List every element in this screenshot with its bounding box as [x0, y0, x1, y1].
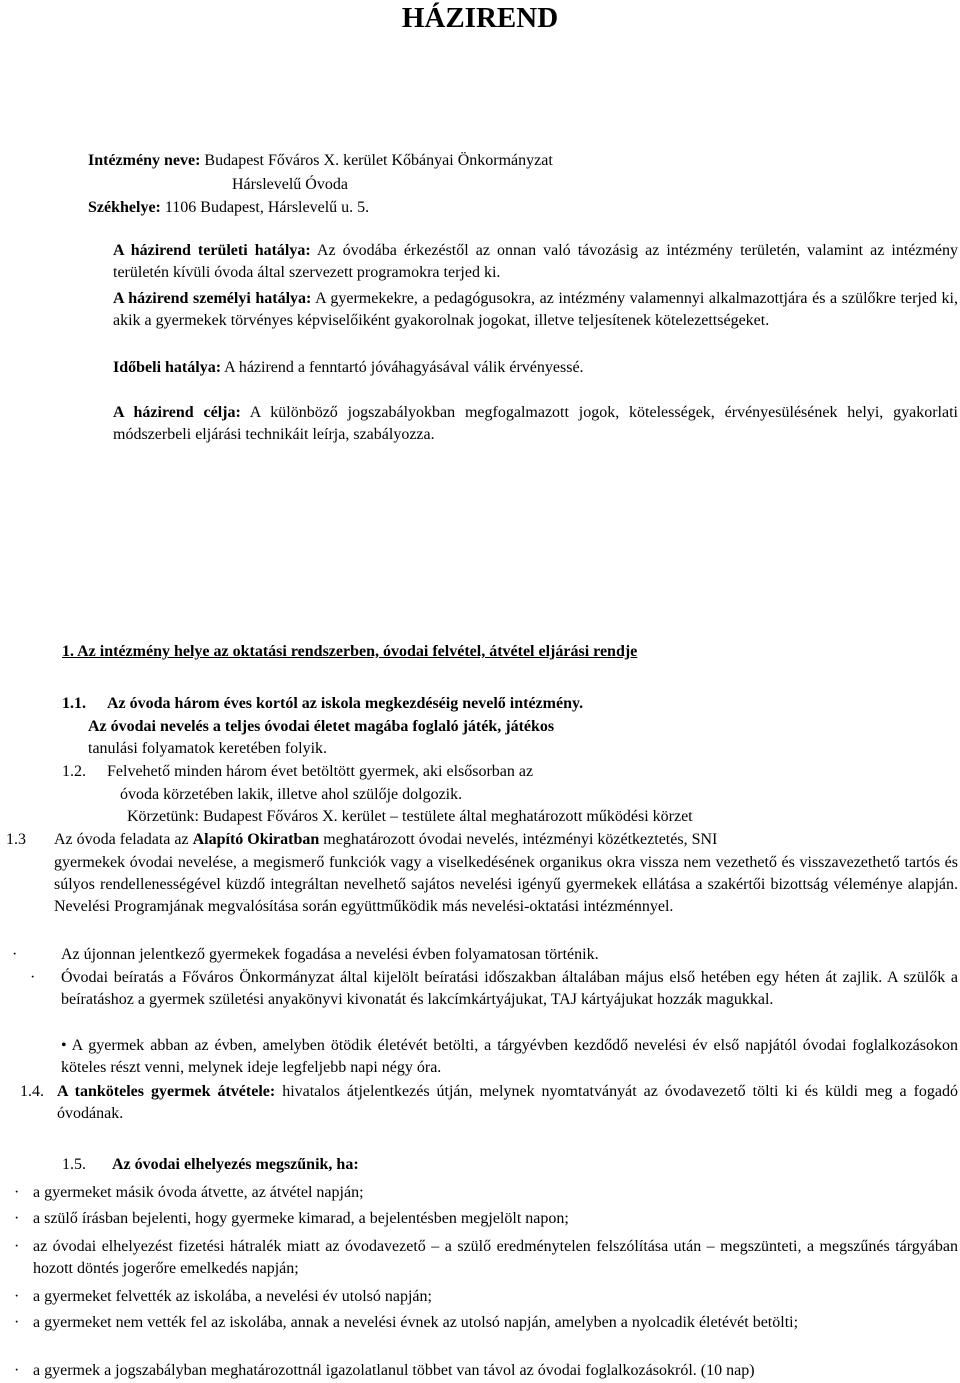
- s15-item-6-dot: ·: [14, 1362, 20, 1379]
- purpose-label: A házirend célja:: [113, 404, 241, 421]
- s15-item-3-dot: ·: [14, 1238, 20, 1255]
- section-1-2-line-2: óvoda körzetében lakik, illetve ahol szülője dolgozik.: [120, 786, 463, 803]
- section-1-2-line-1: Felvehető minden három évet betöltött gyermek, aki elsősorban az: [107, 763, 534, 780]
- section-1-4-text: hivatalos átjelentkezés útján, melynek nyomtatványát az óvodavezető tölti ki és küldi meg a fogadó óvodának.: [57, 1083, 959, 1122]
- section-1-5-number: 1.5.: [62, 1156, 86, 1173]
- section-1-heading: 1. Az intézmény helye az oktatási rendszerben, óvodai felvétel, átvétel eljárási rendje: [62, 643, 638, 660]
- s15-item-4-dot: ·: [14, 1288, 20, 1305]
- time-scope-label: Időbeli hatálya:: [113, 359, 222, 376]
- section-1-1-line-2: Az óvodai nevelés a teljes óvodai életet magába foglaló játék, játékos: [88, 718, 555, 735]
- section-1-3-text: gyermekek óvodai nevelése, a megismerő funkciók vagy a viselkedésének organikus okra vissza nem vezethető és visszavezethető tartós és súlyos rendellenességével küzdő integráltan nevelhető sajátos nevelési igényű gyermekek ellátása a szakértői bizottság véleménye alapján. Nevelési Programjának megvalósítása során együttműködik más nevelési-oktatási intézménnyel.: [54, 854, 958, 915]
- institution-name-row: [88, 150, 553, 172]
- institution-seat-label: Székhelye:: [88, 199, 161, 216]
- section-1-3-number: 1.3: [6, 831, 26, 848]
- section-1-2-line-3: Körzetünk: Budapest Főváros X. kerület – testülete által meghatározott működési körzet: [127, 808, 693, 825]
- territorial-scope-text: Az óvodába érkezéstől az onnan való távozásig az intézmény területén, valamint az intézmény területén kívüli óvoda által szervezett programokra terjed ki.: [113, 242, 959, 281]
- section-1-4-paragraph: [57, 1081, 958, 1125]
- time-scope-paragraph: [113, 357, 584, 379]
- s15-item-6: a gyermek a jogszabályban meghatározottnál igazolatlanul többet van távol az óvodai foglalkozásokról. (10 nap): [33, 1362, 755, 1379]
- section-1-2-number: 1.2.: [62, 763, 86, 780]
- institution-name-value-2: Hárslevelű Óvoda: [232, 176, 348, 193]
- bullet-2-text: Óvodai beíratás a Főváros Önkormányzat által kijelölt beíratási időszakban általában május első hetében egy héten át zajlik. A szülők a beíratáshoz a gyermek születési anyakönyvi kivonatát és lakcímkártyájukat, TAJ kártyájukat hozzák magukkal.: [61, 969, 958, 1008]
- institution-name-label: Intézmény neve:: [88, 152, 201, 169]
- section-1-3-bold: Alapító Okiratban: [192, 831, 320, 848]
- personal-scope-paragraph: [113, 288, 958, 332]
- territorial-scope-paragraph: [113, 240, 958, 284]
- section-1-1-line-3: tanulási folyamatok keretében folyik.: [88, 740, 328, 757]
- bullet-1-text: Az újonnan jelentkező gyermekek fogadása a nevelési évben folyamatosan történik.: [61, 946, 599, 963]
- institution-seat-row: [88, 197, 369, 219]
- territorial-scope-label: A házirend területi hatálya:: [113, 242, 311, 259]
- s15-item-2: a szülő írásban bejelenti, hogy gyermeke kimarad, a bejelentésben megjelölt napon;: [33, 1210, 569, 1227]
- time-scope-text: A házirend a fenntartó jóváhagyásával válik érvényessé.: [224, 359, 584, 376]
- section-1-5-label: Az óvodai elhelyezés megszűnik, ha:: [112, 1156, 359, 1173]
- section-1-3-line-1-rest: meghatározott óvodai nevelés, intézményi közétkeztetés, SNI: [323, 831, 718, 848]
- s15-item-1-dot: ·: [14, 1184, 20, 1201]
- section-1-3-line-1: [54, 829, 717, 851]
- bullet-2-dot: ·: [30, 969, 36, 986]
- section-1-1-number: 1.1.: [62, 695, 86, 712]
- purpose-text: A különböző jogszabályokban megfogalmazott jogok, kötelességek, érvényesülésének helyi, gyakorlati módszerbeli eljárási technikáit leírja, szabályozza.: [113, 404, 958, 443]
- section-1-1-line-1: Az óvoda három éves kortól az iskola megkezdéséig nevelő intézmény.: [107, 695, 584, 712]
- section-1-4-label: A tanköteles gyermek átvétele:: [57, 1083, 276, 1100]
- institution-name-value: Budapest Főváros X. kerület Kőbányai Önkormányzat: [204, 152, 553, 169]
- s15-item-3-wrap: [33, 1236, 958, 1280]
- s15-item-4: a gyermeket felvették az iskolába, a nevelési év utolsó napján;: [33, 1288, 432, 1305]
- bullet-1-dot: ·: [12, 946, 18, 963]
- page-title: HÁZIREND: [401, 2, 559, 34]
- institution-seat-value: 1106 Budapest, Hárslevelű u. 5.: [164, 199, 370, 216]
- s15-item-2-dot: ·: [14, 1210, 20, 1227]
- personal-scope-label: A házirend személyi hatálya:: [113, 290, 312, 307]
- purpose-paragraph: [113, 402, 958, 446]
- section-1-3-pre: Az óvoda feladata az: [54, 831, 189, 848]
- s15-item-1: a gyermeket másik óvoda átvette, az átvétel napján;: [33, 1184, 364, 1201]
- personal-scope-text: A gyermekekre, a pedagógusokra, az intézmény valamennyi alkalmazottjára és a szülőkre terjed ki, akik a gyermekek törvényes képviselőiként gyakorolnak jogokat, illetve teljesítenek kötelezettségeket.: [113, 290, 958, 329]
- s15-item-5-dot: ·: [14, 1314, 20, 1331]
- s15-item-5: a gyermeket nem vették fel az iskolába, annak a nevelési évnek az utolsó napján, amelyben a nyolcadik életévét betölti;: [33, 1314, 799, 1331]
- s15-item-3: az óvodai elhelyezést fizetési hátralék miatt az óvodavezető – a szülő eredménytelen felszólítása után – megszünteti, a megszűnés tárgyában hozott döntés jogerőre emelkedés napján;: [33, 1238, 958, 1277]
- section-1-4-number: 1.4.: [20, 1083, 44, 1100]
- bullet-3-text: • A gyermek abban az évben, amelyben ötödik életévét betölti, a tárgyévben kezdődő nevelési év első napjától óvodai foglalkozásokon köteles részt venni, melynek ideje legfeljebb napi négy óra.: [61, 1037, 958, 1076]
